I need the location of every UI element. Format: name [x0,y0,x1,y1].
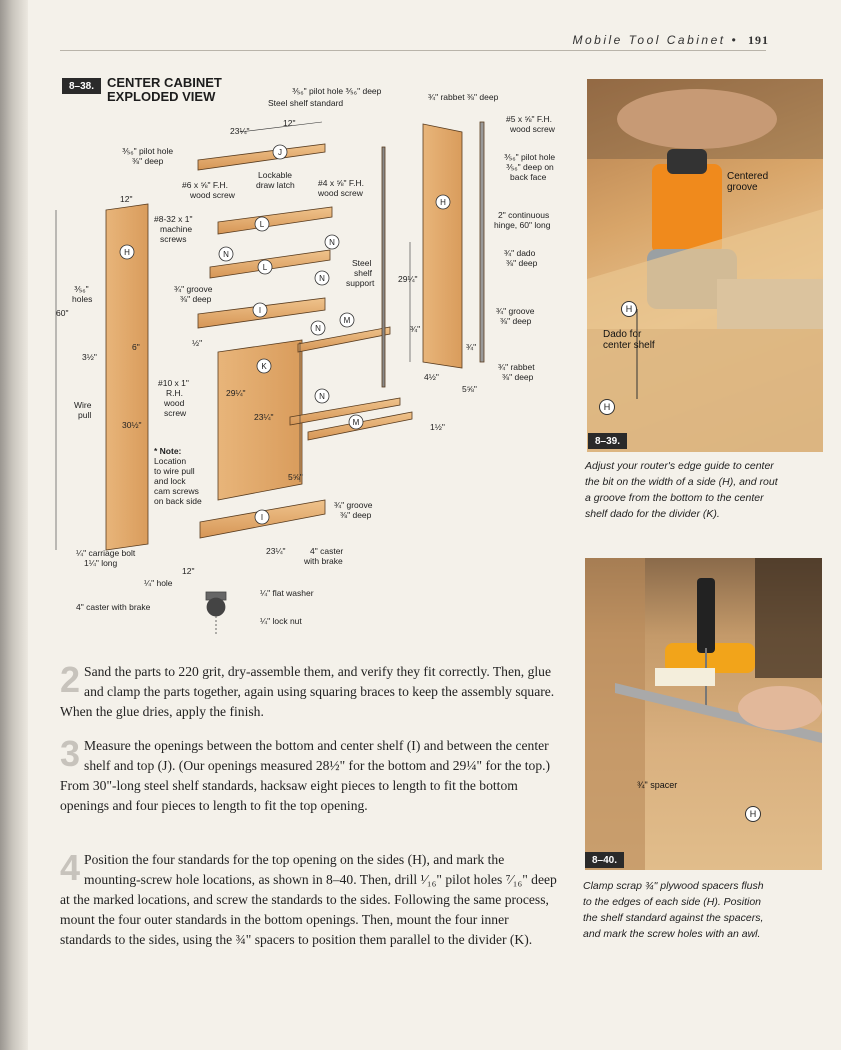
lbl-dim-3q-b: ¾" [466,342,477,352]
lbl-draw-latch: draw latch [256,180,295,190]
photo-8-40-label-spacer: ¾" spacer [637,780,678,790]
lbl-dim-12-left: 12" [120,194,133,204]
label-dado2: center shelf [603,340,655,351]
header-rule [60,50,766,51]
lbl-carriage-bolt2: 1¼" long [84,558,118,568]
photo-8-40-art [585,558,822,870]
step-2-text: Sand the parts to 220 grit, dry-assemble them, and verify they fit correctly. Then, glue and clamp the parts together, again using squaring braces to keep the assembly square. When the glue dries, apply the finish. [60,664,555,719]
figure-tag-8-39: 8–39. [588,433,627,449]
exploded-view-diagram [40,82,580,652]
lbl-groove-bot2: ⅜" deep [340,510,372,520]
lbl-pilot-back2: ⅗₆" deep on [506,162,554,172]
lbl-steel-standard: Steel shelf standard [268,98,344,108]
part-letter-m-1: M [343,316,351,325]
running-header [572,33,769,48]
lbl-dado: ¾" dado [504,248,536,258]
photo-8-40 [585,558,822,870]
lbl-wire-pull2: pull [78,410,92,420]
lbl-groove-mid: ¾" groove [174,284,213,294]
lbl-groove-right: ¾" groove [496,306,535,316]
lbl-pilot-back: ⅗₆" pilot hole [504,152,556,162]
label-centered: Centered [727,171,769,182]
lbl-caster-right: 4" caster [310,546,344,556]
part-letter-h-left: H [124,248,130,257]
lbl-note1: * Note: [154,446,182,456]
lbl-screw-10c: wood [164,398,185,408]
part-letter-h-right: H [440,198,446,207]
part-letter-n-1: N [223,250,229,259]
lbl-wire-pull: Wire [74,400,92,410]
lbl-screw-5: #5 x ⅝" F.H. [506,114,553,124]
lbl-carriage-bolt: ¼" carriage bolt [76,548,136,558]
lbl-hinge2: hinge, 60" long [494,220,551,230]
step-3-text: Measure the openings between the bottom and center shelf (I) and between the center shelf and top (J). (Our openings measured 28½" for the bottom and 29¼" for the top.) From 30"-long steel shelf standards, hacksaw eight pieces to length to fit the bottom openings and four pieces to length to fit the top opening. [60,738,551,813]
lbl-screw-10: #10 x 1" [158,378,189,388]
lbl-dim-23-bot: 23¼" [266,546,286,556]
hinge [480,122,484,362]
page-number: 191 [748,33,769,47]
step-3-number: 3 [60,733,81,774]
part-letter-n-4: N [315,324,321,333]
lbl-hole: ¼" hole [144,578,173,588]
photo-8-39-label-dado [603,329,655,351]
lbl-groove-mid2: ⅜" deep [180,294,212,304]
part-letter-k: K [261,362,267,371]
lbl-dim-3-half: 3½" [82,352,97,362]
lbl-screw-6b: wood screw [190,190,235,200]
lbl-dim-12-bot: 12" [182,566,195,576]
lbl-groove-bot: ¾" groove [334,500,373,510]
step-4-text: Position the four standards for the top opening on the sides (H), and mark the mounting-screw hole locations, as shown in 8–40. Then, drill ¹⁄₁₆" pilot holes ⁷⁄₁₆" deep at the marked locations, and screw the standards to the sides. Following the same process, mount the four outer standards in the bottom openings. Then, mount the four inner standards to the sides, using the ¾" spacers to position them parallel to the divider (K). [60,852,557,947]
lbl-dado2: ⅜" deep [506,258,538,268]
lbl-machine-screws: #8-32 x 1" [154,214,193,224]
lbl-steel-support3: support [346,278,375,288]
photo-8-39-part-h-2: H [599,399,615,415]
lbl-lock-nut: ¼" lock nut [260,616,302,626]
steel-standard [382,147,385,387]
header-separator: • [731,33,739,47]
lbl-rabbet-right2: ⅜" deep [502,372,534,382]
lbl-pilot-top: ⅗₆" pilot hole ⅗₆" deep [292,86,382,96]
lbl-dim-3q: ¾" [410,324,421,334]
lbl-note2: Location [154,456,187,466]
part-letter-l-2: L [262,263,268,272]
photo-8-40-part-h: H [745,806,761,822]
lbl-dim-4-half: 4½" [424,372,439,382]
lbl-dim-5-half: 5⅝" [462,384,477,394]
lbl-dim-12-top: 12" [283,118,296,128]
photo-8-39-art [587,79,823,452]
lbl-lockable: Lockable [258,170,293,180]
lbl-screw-5b: wood screw [510,124,555,134]
lbl-machine-screws3: screws [160,234,187,244]
lbl-screw-10b: R.H. [166,388,183,398]
lbl-steel-support2: shelf [354,268,372,278]
header-title: Mobile Tool Cabinet [572,33,726,47]
lbl-note3: to wire pull [154,466,195,476]
part-letter-n-2: N [329,238,335,247]
part-letter-i-center: I [258,306,262,315]
lbl-rabbet-top: ¾" rabbet ⅜" deep [428,92,499,102]
lbl-pilot-left2: ⅜" deep [132,156,164,166]
lbl-screw-10d: screw [164,408,187,418]
lbl-groove-right2: ⅜" deep [500,316,532,326]
step-4 [60,847,562,950]
lbl-hinge: 2" continuous [498,210,550,220]
part-letter-n-5: N [319,392,325,401]
lbl-dim-23-top: 23¼" [230,126,250,136]
lbl-caster-right2: with brake [304,556,343,566]
label-dado: Dado for [603,329,642,340]
side-panel-right [423,124,462,368]
step-3 [60,733,562,816]
caption-8-39: Adjust your router's edge guide to center the bit on the width of a side (H), and rout a groove from the bottom to the center shelf dado for the divider (K). [585,460,778,520]
lbl-screw-4b: wood screw [318,188,363,198]
part-letter-j: J [278,148,282,157]
lbl-dim-6: 6" [132,342,140,352]
lbl-steel-support: Steel [352,258,372,268]
lbl-holes2: holes [72,294,93,304]
top-panel [198,144,325,170]
lbl-machine-screws2: machine [160,224,193,234]
lbl-rabbet-right: ¾" rabbet [498,362,535,372]
lbl-dim-60: 60" [56,308,69,318]
step-2-number: 2 [60,659,81,700]
caption-8-40: Clamp scrap ¾" plywood spacers flush to the edges of each side (H). Position the shelf standard against the spacers, and mark the screw holes with an awl. [583,880,764,940]
photo-8-39 [587,79,823,452]
lbl-pilot-back3: back face [510,172,547,182]
step-4-number: 4 [60,847,81,888]
lbl-note4: and lock [154,476,186,486]
lbl-flat-washer: ¼" flat washer [260,588,314,598]
exploded-view-title-line2: EXPLODED VIEW [107,89,216,104]
part-letter-i-bottom: I [260,513,264,522]
lbl-holes: ⅗₆" [74,284,89,294]
shelf-l-upper [218,207,332,234]
page-gutter-shadow [0,0,28,1050]
lbl-dim-half: ½" [192,338,203,348]
lbl-note5: cam screws [154,486,199,496]
lbl-dim-1-half: 1½" [430,422,445,432]
exploded-view-title-line1: CENTER CABINET [107,75,222,90]
lbl-dim-30: 30½" [122,420,142,430]
lbl-dim-29-mid: 29¼" [226,388,246,398]
step-2 [60,659,562,722]
figure-tag-8-40: 8–40. [585,852,624,868]
lbl-pilot-left: ⅗₆" pilot hole [122,146,174,156]
dim-line-12-top [240,122,322,132]
lbl-dim-23-mid: 23¼" [254,412,274,422]
photo-8-39-label-centered [727,171,768,193]
lbl-screw-4: #4 x ⅝" F.H. [318,178,365,188]
part-letter-n-3: N [319,274,325,283]
lbl-note6: on back side [154,496,202,506]
caster [206,592,226,634]
lbl-dim-29-right: 29¼" [398,274,418,284]
part-letter-l-1: L [259,220,265,229]
lbl-dim-5-bot: 5⅝" [288,472,303,482]
part-letter-m-2: M [352,418,360,427]
label-groove: groove [727,182,758,193]
lbl-caster-left: 4" caster with brake [76,602,151,612]
figure-tag-8-38: 8–38. [62,78,101,94]
photo-8-39-part-h: H [621,301,637,317]
lbl-screw-6: #6 x ⅝" F.H. [182,180,229,190]
